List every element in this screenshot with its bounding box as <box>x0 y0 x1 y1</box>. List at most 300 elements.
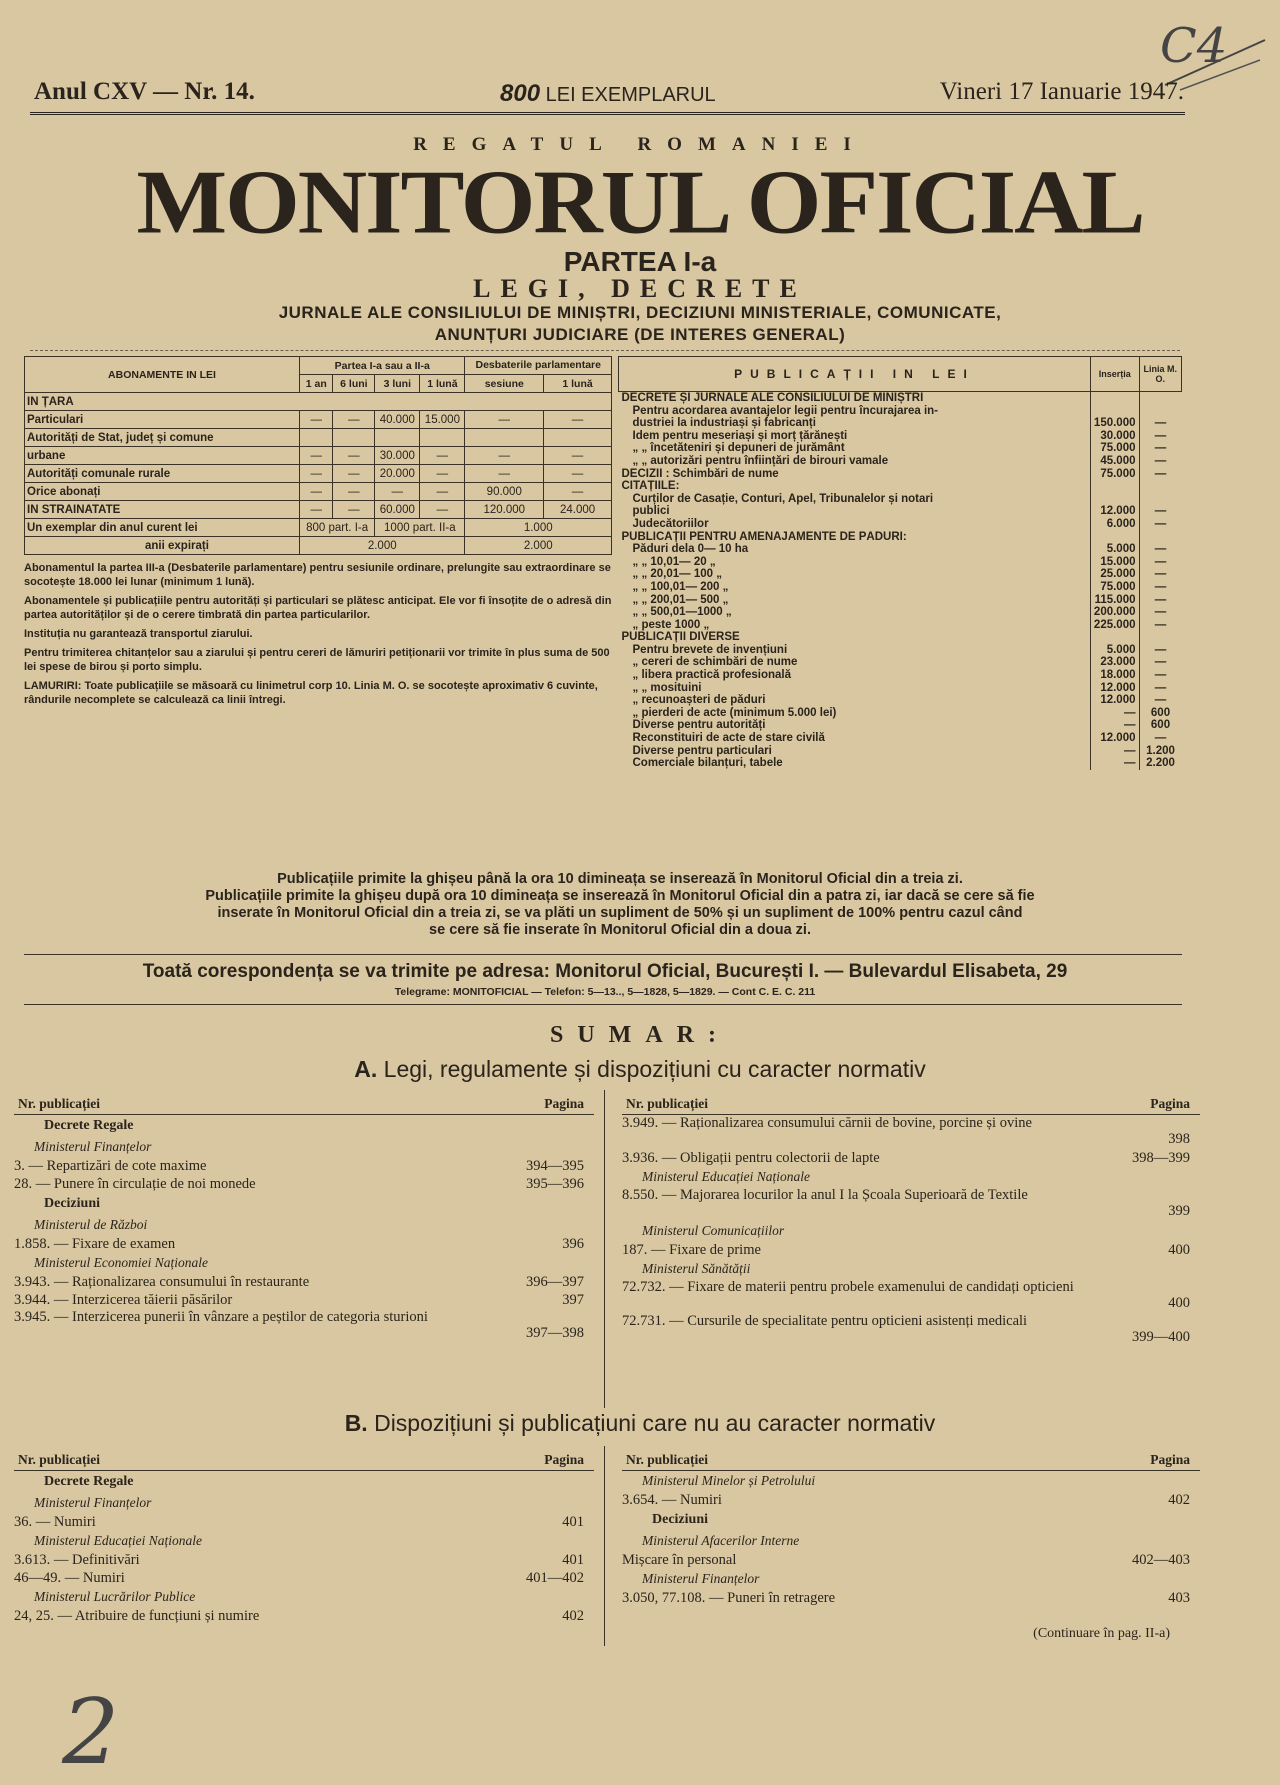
col-page-label: Pagina <box>544 1452 584 1467</box>
notice-line: inserate în Monitorul Oficial din a treia zi, se va plăti un supliment de 50% și un supliment de 100% pentru cazul când <box>217 905 1023 921</box>
insertion-price: 12.000 <box>1090 732 1139 745</box>
insertion-price: 12.000 <box>1090 682 1139 695</box>
issue-strip <box>34 78 1184 112</box>
publications-table <box>618 356 1182 770</box>
col-nr-label: Nr. publicației <box>18 1096 101 1111</box>
column-header <box>622 1092 1200 1115</box>
insertion-price <box>1090 405 1139 418</box>
line-price <box>1139 480 1182 493</box>
line-price <box>1139 405 1182 418</box>
subscription-cell: — <box>420 447 465 465</box>
summary-category: Decrete Regale <box>44 1474 134 1489</box>
insertion-price: 5.000 <box>1090 543 1139 556</box>
line-price: — <box>1139 606 1182 619</box>
subscription-cell: 90.000 <box>465 483 544 501</box>
subscription-cell <box>420 429 465 447</box>
summary-entry-page: 397—398 <box>526 1325 584 1341</box>
publication-rate-label: Pentru acordarea avantajelor legii pentru încurajarea in- <box>632 404 938 417</box>
subscription-cell <box>333 429 375 447</box>
publication-rate-row <box>619 682 1182 695</box>
issue-date: Vineri 17 Ianuarie 1947. <box>939 78 1184 105</box>
publication-rate-row <box>619 631 1182 644</box>
continued-note: (Continuare în pag. II-a) <box>1033 1626 1170 1641</box>
summary-entry-page: 403 <box>1168 1590 1190 1606</box>
subscription-row <box>25 465 612 483</box>
summary-entry-page: 395—396 <box>526 1176 584 1192</box>
summary-ministry: Ministerul Comunicațiilor <box>642 1223 785 1238</box>
publication-rate-label: Păduri dela 0— 10 ha <box>632 543 749 556</box>
summary-entry <box>14 1513 594 1531</box>
publication-rate-label: „ „ încetăteniri și depuneri de jurământ <box>632 442 845 455</box>
insertion-price <box>1090 392 1139 405</box>
summary-entry-page: 398 <box>1168 1131 1190 1147</box>
summary-entry <box>622 1279 1200 1313</box>
insertion-price <box>1090 493 1139 506</box>
column-header <box>622 1448 1200 1471</box>
col-nr-label: Nr. publicației <box>18 1452 101 1467</box>
summary-entry <box>622 1313 1200 1347</box>
publication-rate-row <box>619 757 1182 770</box>
publication-rate-row <box>619 619 1182 632</box>
section-a-right-column <box>622 1092 1200 1347</box>
col-page-label: Pagina <box>1150 1452 1190 1467</box>
summary-ministry: Ministerul Educației Naționale <box>34 1533 202 1548</box>
summary-ministry: Ministerul Afacerilor Interne <box>642 1533 800 1548</box>
section-b-right-column <box>622 1448 1200 1607</box>
insertion-price: 23.000 <box>1090 656 1139 669</box>
publication-rate-label: CITAȚIILE: <box>621 480 680 493</box>
part-label: PARTEA I-a <box>563 246 717 277</box>
column-header <box>14 1092 594 1115</box>
summary-entry <box>622 1491 1200 1509</box>
handwritten-corner-mark: C4 <box>1160 18 1228 74</box>
publication-rate-row <box>619 669 1182 682</box>
column-divider <box>604 1446 605 1646</box>
publication-rate-label: PUBLICAȚII PENTRU AMENAJAMENTE DE PĂDURI: <box>621 530 907 543</box>
summary-entry-page: 394—395 <box>526 1158 584 1174</box>
line-price: — <box>1139 568 1182 581</box>
publication-rate-label: DECRETE ȘI JURNALE ALE CONSILIULUI DE MINIȘTRI <box>621 392 924 404</box>
subscription-cell: — <box>465 465 544 483</box>
summary-ministry: Ministerul de Război <box>34 1217 148 1232</box>
summary-ministry: Ministerul Finanțelor <box>34 1495 152 1510</box>
summary-entry-title: 3.936. — Obligații pentru colectorii de lapte <box>622 1150 880 1166</box>
summary-entry <box>622 1241 1200 1259</box>
sub-col-header: 3 luni <box>375 375 420 393</box>
section-a-left-column <box>14 1092 594 1343</box>
publication-rate-label: Curților de Casație, Conturi, Apel, Tribunalelor și notari <box>632 492 934 505</box>
kingdom-line: REGATUL ROMANIEI <box>413 134 867 155</box>
section-a-heading <box>0 1056 1280 1083</box>
subscription-cell: 20.000 <box>375 465 420 483</box>
price-amount: 800 <box>500 80 541 107</box>
sub-col-header: 1 lună <box>544 375 612 393</box>
line-price: 600 <box>1139 707 1182 720</box>
section-a-title: Legi, regulamente și dispozițiuni cu caracter normativ <box>383 1056 926 1082</box>
publication-rate-row <box>619 732 1182 745</box>
insertion-price: 115.000 <box>1090 594 1139 607</box>
insertion-notice <box>60 871 1180 939</box>
publication-rate-label: „ „ mosituini <box>632 681 702 694</box>
summary-entry-title: 3.949. — Raționalizarea consumului cărnii de bovine, porcine și ovine <box>622 1115 1032 1131</box>
publication-rate-label: „ „ 500,01—1000 „ <box>632 606 732 619</box>
summary-entry <box>14 1607 594 1625</box>
sub-col-header: 6 luni <box>333 375 375 393</box>
publication-rate-label: Comerciale bilanțuri, tabele <box>632 757 783 770</box>
line-price: — <box>1139 430 1182 443</box>
divider <box>24 954 1182 955</box>
summary-entry-title: 36. — Numiri <box>14 1514 96 1530</box>
publication-rate-label: DECIZII : Schimbări de nume <box>621 467 779 480</box>
publications-title: PUBLICAȚII IN LEI <box>619 357 1091 392</box>
summary-category: Decrete Regale <box>44 1118 134 1133</box>
col-insertion: Inserția <box>1090 357 1139 392</box>
summary-entry <box>14 1291 594 1309</box>
in-tara-label: IN ȚARA <box>25 393 612 411</box>
col-nr-label: Nr. publicației <box>626 1096 709 1111</box>
subtitle-line-1: JURNALE ALE CONSILIULUI DE MINIȘTRI, DECIZIUNI MINISTERIALE, COMUNICATE, <box>278 303 1002 322</box>
subscription-cell <box>465 429 544 447</box>
summary-entry <box>622 1589 1200 1607</box>
summary-entry <box>14 1235 594 1253</box>
subscription-cell: — <box>465 411 544 429</box>
subscription-cell: — <box>333 483 375 501</box>
summary-entry <box>622 1551 1200 1569</box>
publication-rate-label: „ „ autorizări pentru înființări de birouri vamale <box>632 454 889 467</box>
subscription-cell: — <box>300 483 333 501</box>
publication-rate-label: „ recunoașteri de păduri <box>632 694 766 707</box>
line-price: — <box>1139 505 1182 518</box>
line-price: — <box>1139 694 1182 707</box>
subscription-note: LAMURIRI: Toate publicațiile se măsoară cu linimetrul corp 10. Linia M. O. se socotește aproximativ 6 cuvinte, rândurile necomplete se calculează ca linii întregi. <box>24 680 598 706</box>
subscription-cell: — <box>544 411 612 429</box>
summary-ministry: Ministerul Finanțelor <box>642 1571 760 1586</box>
publication-rate-row <box>619 468 1182 481</box>
insertion-price: 12.000 <box>1090 505 1139 518</box>
summary-entry-title: 3.943. — Raționalizarea consumului în restaurante <box>14 1274 310 1290</box>
line-price: — <box>1139 442 1182 455</box>
col-group-parts: Partea I-a sau a II-a <box>300 357 465 375</box>
issue-number: Anul CXV — Nr. 14. <box>34 78 255 105</box>
sub-col-header: sesiune <box>465 375 544 393</box>
subscription-row <box>25 483 612 501</box>
line-price: — <box>1139 732 1182 745</box>
section-b-heading <box>0 1410 1280 1437</box>
expired-val: 2.000 <box>300 537 465 555</box>
summary-title: SUMAR: <box>550 1022 730 1048</box>
summary-entry <box>14 1157 594 1175</box>
col-nr-label: Nr. publicației <box>626 1452 709 1467</box>
publication-rate-row <box>619 518 1182 531</box>
insertion-price: 18.000 <box>1090 669 1139 682</box>
price-label: LEI EXEMPLARUL <box>545 84 716 106</box>
section-b-letter: B. <box>344 1410 368 1436</box>
summary-category: Deciziuni <box>44 1196 100 1211</box>
summary-entry-page: 401 <box>562 1552 584 1568</box>
summary-entry-title: 72.732. — Fixare de materii pentru probele examenului de candidați opticieni <box>622 1279 1074 1295</box>
section-a-letter: A. <box>354 1056 378 1082</box>
subscription-cell: 40.000 <box>375 411 420 429</box>
publication-rate-label: dustriei la industriași și fabricanți <box>632 417 816 430</box>
subscription-cell: — <box>333 501 375 519</box>
insertion-price: 225.000 <box>1090 619 1139 632</box>
subscription-cell: — <box>300 465 333 483</box>
exemplar-val: 1000 part. II-a <box>375 519 465 537</box>
summary-ministry: Ministerul Educației Naționale <box>642 1169 810 1184</box>
summary-entry-title: 28. — Punere în circulație de noi monede <box>14 1176 256 1192</box>
publication-rate-label: „ „ 10,01— 20 „ <box>632 555 716 568</box>
summary-ministry: Ministerul Sănătății <box>642 1261 751 1276</box>
publication-rate-row <box>619 594 1182 607</box>
insertion-price: 25.000 <box>1090 568 1139 581</box>
subscription-cell: — <box>465 447 544 465</box>
summary-entry-page: 399 <box>1168 1203 1190 1219</box>
summary-entry <box>14 1309 594 1343</box>
summary-entry-title: 3.944. — Interzicerea tăierii păsărilor <box>14 1292 233 1308</box>
publication-rate-row <box>619 392 1182 405</box>
insertion-price: 45.000 <box>1090 455 1139 468</box>
subscription-note: Pentru trimiterea chitanțelor sau a ziarului și pentru cereri de lămuriri petiționarii vor trimite în plus suma de 500 lei spese de birou și porto simplu. <box>24 647 610 673</box>
line-price: 1.200 <box>1139 745 1182 758</box>
summary-entry-title: 187. — Fixare de prime <box>622 1242 761 1258</box>
legi-decrete-line: LEGI, DECRETE <box>473 274 807 303</box>
insertion-price: — <box>1090 719 1139 732</box>
publication-rate-row <box>619 606 1182 619</box>
correspondence-address: Toată corespondența se va trimite pe adresa: Monitorul Oficial, București I. — Bulevardul Elisabeta, 29 <box>142 961 1068 982</box>
col-page-label: Pagina <box>544 1096 584 1111</box>
summary-entry-page: 402 <box>1168 1492 1190 1508</box>
insertion-price <box>1090 480 1139 493</box>
section-b-title: Dispozițiuni și publicațiuni care nu au caracter normativ <box>374 1410 936 1436</box>
line-price: — <box>1139 594 1182 607</box>
price <box>500 80 716 108</box>
publication-rate-label: Idem pentru meseriași și morț țărănești <box>632 429 848 442</box>
masthead-title: MONITORUL OFICIAL <box>136 150 1144 253</box>
summary-entry <box>622 1149 1200 1167</box>
expired-val: 2.000 <box>465 537 612 555</box>
line-price <box>1139 493 1182 506</box>
subscription-cell <box>544 429 612 447</box>
subscription-row <box>25 429 612 447</box>
summary-entry <box>14 1273 594 1291</box>
subscription-cell: — <box>544 447 612 465</box>
line-price: — <box>1139 455 1182 468</box>
summary-entry-title: 3.654. — Numiri <box>622 1492 722 1508</box>
summary-entry-title: 1.858. — Fixare de examen <box>14 1236 176 1252</box>
summary-entry-page: 399—400 <box>1132 1329 1190 1345</box>
subscription-row-label: Autorități de Stat, județ și comune <box>25 429 300 447</box>
publication-rate-row <box>619 745 1182 758</box>
summary-entry-title: 3.945. — Interzicerea punerii în vânzare a peștilor de categoria sturioni <box>14 1309 428 1325</box>
summary-entry-page: 396—397 <box>526 1274 584 1290</box>
line-price: — <box>1139 518 1182 531</box>
subscription-notes <box>24 561 612 707</box>
subscription-row <box>25 447 612 465</box>
summary-entry-page: 402 <box>562 1608 584 1624</box>
summary-entry <box>14 1175 594 1193</box>
subscription-cell: 120.000 <box>465 501 544 519</box>
handwritten-page-number: 2 <box>62 1680 120 1785</box>
line-price: — <box>1139 644 1182 657</box>
subscription-note: Abonamentele și publicațiile pentru autorități și particulari se plătesc anticipat. Ele vor fi însoțite de o adresă din partea autorităților și de o cerere timbrată din partea particularilor. <box>24 595 612 621</box>
summary-entry-title: 24, 25. — Atribuire de funcțiuni și numire <box>14 1608 260 1624</box>
section-b-left-column <box>14 1448 594 1625</box>
col-page-label: Pagina <box>1150 1096 1190 1111</box>
line-price <box>1139 531 1182 544</box>
line-price: — <box>1139 619 1182 632</box>
summary-entry-title: 8.550. — Majorarea locurilor la anul I la Școala Superioară de Textile <box>622 1187 1028 1203</box>
subscription-cell: 60.000 <box>375 501 420 519</box>
publication-rate-label: PUBLICAȚII DIVERSE <box>621 631 740 644</box>
subtitle-line-2: ANUNȚURI JUDICIARE (DE INTERES GENERAL) <box>434 325 846 344</box>
subscription-cell: 30.000 <box>375 447 420 465</box>
line-price: 2.200 <box>1139 757 1182 770</box>
line-price <box>1139 392 1182 405</box>
summary-ministry: Ministerul Economiei Naționale <box>34 1255 208 1270</box>
summary-entry-title: 72.731. — Cursurile de specialitate pentru opticieni asistenți medicali <box>622 1313 1028 1329</box>
publication-rate-label: „ „ 20,01— 100 „ <box>632 568 722 581</box>
publication-rate-label: „ peste 1000 „ <box>632 618 710 631</box>
insertion-price: — <box>1090 757 1139 770</box>
exemplar-val: 1.000 <box>465 519 612 537</box>
column-divider <box>604 1090 605 1408</box>
line-price: — <box>1139 556 1182 569</box>
col-group-debates: Desbaterile parlamentare <box>465 357 612 375</box>
line-price: — <box>1139 669 1182 682</box>
summary-ministry: Ministerul Finanțelor <box>34 1139 152 1154</box>
line-price: 600 <box>1139 719 1182 732</box>
publication-rate-label: „ „ 100,01— 200 „ <box>632 580 729 593</box>
subscription-cell: — <box>300 447 333 465</box>
publication-rate-row <box>619 455 1182 468</box>
column-header <box>14 1448 594 1471</box>
subscription-cell: — <box>333 411 375 429</box>
subscription-note: Instituția nu garantează transportul ziarului. <box>24 628 253 640</box>
summary-entry-page: 401—402 <box>526 1570 584 1586</box>
line-price: — <box>1139 543 1182 556</box>
subscription-note: Abonamentul la partea III-a (Desbaterile parlamentare) pentru sesiunile ordinare, prelungite sau extraordinare se socotește 18.000 lei lunar (minimum 1 lună). <box>24 562 611 588</box>
subscription-row-label: Orice abonați <box>25 483 300 501</box>
line-price: — <box>1139 417 1182 430</box>
summary-entry <box>14 1551 594 1569</box>
insertion-price: — <box>1090 745 1139 758</box>
insertion-price: 75.000 <box>1090 581 1139 594</box>
summary-category: Deciziuni <box>652 1512 708 1527</box>
subscription-cell: 24.000 <box>544 501 612 519</box>
subscription-cell: — <box>420 483 465 501</box>
subscription-cell: — <box>375 483 420 501</box>
subscription-cell: — <box>420 501 465 519</box>
exemplar-row-label: Un exemplar din anul curent lei <box>25 519 300 537</box>
summary-entry-page: 398—399 <box>1132 1150 1190 1166</box>
notice-line: Publicațiile primite la ghișeu după ora 10 dimineața se inserează în Monitorul Oficial din a patra zi, iar dacă se cere să fie <box>205 888 1035 904</box>
notice-line: se cere să fie inserate în Monitorul Oficial din a doua zi. <box>429 922 811 938</box>
insertion-price: 75.000 <box>1090 442 1139 455</box>
col-line: Linia M. O. <box>1139 357 1182 392</box>
publication-rate-row <box>619 442 1182 455</box>
subscription-cell <box>300 429 333 447</box>
subscription-row-label: Autorități comunale rurale <box>25 465 300 483</box>
exemplar-val: 800 part. I-a <box>300 519 375 537</box>
insertion-price: 30.000 <box>1090 430 1139 443</box>
line-price: — <box>1139 656 1182 669</box>
publication-rate-row <box>619 656 1182 669</box>
publication-rate-row <box>619 719 1182 732</box>
insertion-price: — <box>1090 707 1139 720</box>
summary-entry <box>622 1115 1200 1149</box>
subscriptions-title: ABONAMENTE IN LEI <box>25 357 300 393</box>
publication-rate-row <box>619 581 1182 594</box>
summary-entry-page: 396 <box>562 1236 584 1252</box>
subscription-cell: — <box>333 447 375 465</box>
subscription-row-label: Particulari <box>25 411 300 429</box>
publication-rate-row <box>619 430 1182 443</box>
subscription-row <box>25 411 612 429</box>
line-price: — <box>1139 581 1182 594</box>
publication-rate-row <box>619 543 1182 556</box>
insertion-price <box>1090 531 1139 544</box>
publication-rate-row <box>619 531 1182 544</box>
insertion-price: 5.000 <box>1090 644 1139 657</box>
summary-entry <box>622 1187 1200 1221</box>
subscription-row <box>25 501 612 519</box>
summary-entry-page: 397 <box>562 1292 584 1308</box>
subscription-cell <box>375 429 420 447</box>
publication-rate-row <box>619 694 1182 707</box>
publication-rate-row <box>619 405 1182 418</box>
summary-entry-title: 3.050, 77.108. — Puneri în retragere <box>622 1590 836 1606</box>
divider <box>24 1004 1182 1005</box>
summary-entry-page: 401 <box>562 1514 584 1530</box>
publication-rate-label: „ libera practică profesională <box>632 669 792 682</box>
publication-rate-label: Judecătoriilor <box>632 517 709 530</box>
publication-rate-label: „ pierderi de acte (minimum 5.000 lei) <box>632 706 837 719</box>
subscription-cell: — <box>333 465 375 483</box>
summary-entry-title: Mișcare în personal <box>622 1552 737 1568</box>
line-price: — <box>1139 682 1182 695</box>
publication-rate-row <box>619 556 1182 569</box>
insertion-price: 6.000 <box>1090 518 1139 531</box>
line-price <box>1139 631 1182 644</box>
header-divider <box>30 350 1180 351</box>
summary-entry-page: 402—403 <box>1132 1552 1190 1568</box>
summary-entry-title: 3. — Repartizări de cote maxime <box>14 1158 207 1174</box>
line-price: — <box>1139 468 1182 481</box>
summary-ministry: Ministerul Lucrărilor Publice <box>34 1589 196 1604</box>
sub-col-header: 1 an <box>300 375 333 393</box>
insertion-price: 150.000 <box>1090 417 1139 430</box>
publication-rate-row <box>619 568 1182 581</box>
publication-rate-label: Pentru brevete de invențiuni <box>632 643 788 656</box>
notice-line: Publicațiile primite la ghișeu până la ora 10 dimineața se inserează în Monitorul Oficial din a treia zi. <box>277 871 963 887</box>
publication-rate-row <box>619 480 1182 493</box>
top-divider <box>30 112 1185 115</box>
subscription-cell: — <box>300 501 333 519</box>
publication-rate-label: publici <box>632 505 670 518</box>
summary-ministry: Ministerul Minelor și Petrolului <box>642 1473 816 1488</box>
subscriptions-table <box>24 356 612 712</box>
subscription-row-label: IN STRAINATATE <box>25 501 300 519</box>
subscription-row-label: urbane <box>25 447 300 465</box>
publication-rate-row <box>619 493 1182 506</box>
summary-entry-page: 400 <box>1168 1242 1190 1258</box>
insertion-price: 12.000 <box>1090 694 1139 707</box>
insertion-price: 75.000 <box>1090 468 1139 481</box>
subscription-cell: — <box>300 411 333 429</box>
summary-entry-title: 3.613. — Definitivări <box>14 1552 140 1568</box>
publication-rate-label: Reconstituiri de acte de stare civilă <box>632 732 825 745</box>
publication-rate-row <box>619 417 1182 430</box>
